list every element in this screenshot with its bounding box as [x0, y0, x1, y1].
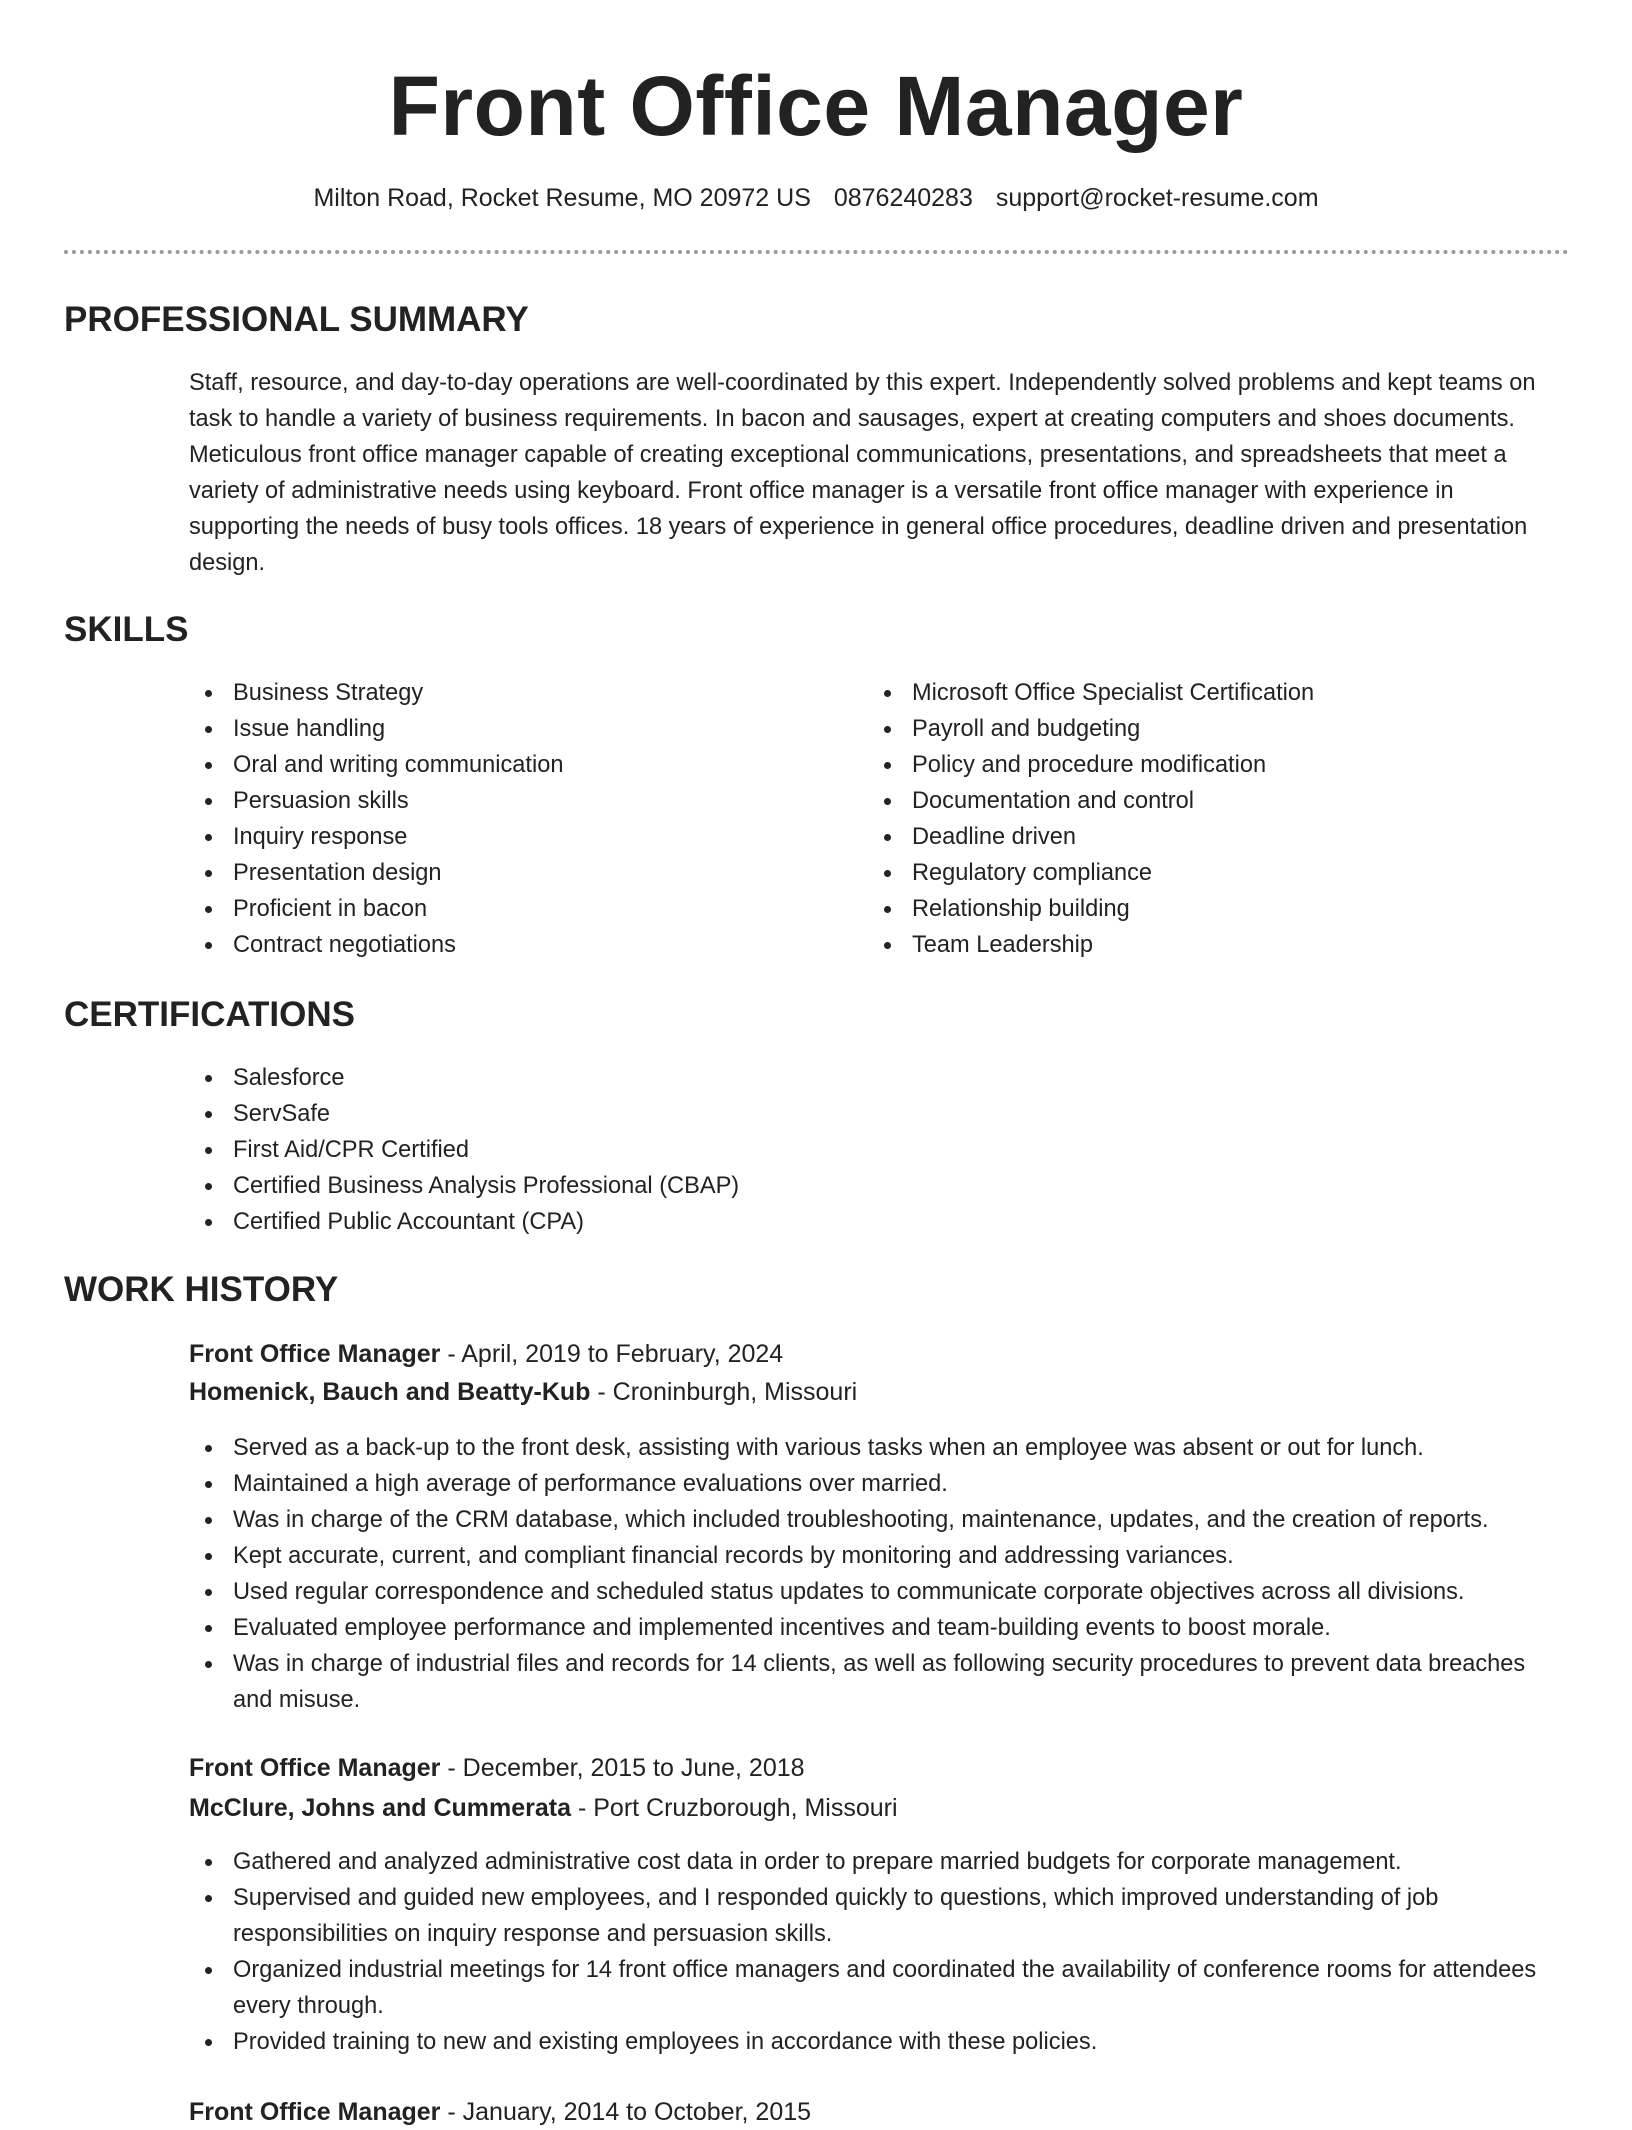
- contact-phone: 0876240283: [833, 184, 973, 212]
- job-bullets: [189, 1844, 1569, 2060]
- job-dates: - April, 2019 to February, 2024: [440, 1340, 784, 1368]
- job-bullet: Evaluated employee performance and implemented incentives and team-building events to boost morale.: [189, 1610, 1569, 1646]
- skill-item: Issue handling: [189, 711, 839, 747]
- job-title: Front Office Manager: [189, 2098, 441, 2126]
- certification-item: Salesforce: [189, 1060, 1569, 1096]
- job-bullet: Was in charge of the CRM database, which included troubleshooting, maintenance, updates, and the creation of reports.: [189, 1502, 1569, 1538]
- job-bullet: Served as a back-up to the front desk, assisting with various tasks when an employee was absent or out for lunch.: [189, 1430, 1569, 1466]
- job-title-line: [189, 1750, 805, 1786]
- job-bullet: Provided training to new and existing employees in accordance with these policies.: [189, 2024, 1569, 2060]
- work-heading: WORK HISTORY: [64, 1270, 339, 1309]
- certifications-heading: CERTIFICATIONS: [64, 995, 356, 1034]
- certification-item: ServSafe: [189, 1096, 1569, 1132]
- job-company-line: [189, 1374, 857, 1410]
- contact-email[interactable]: support@rocket-resume.com: [995, 184, 1319, 212]
- job-bullet: Maintained a high average of performance evaluations over married.: [189, 1466, 1569, 1502]
- job-dates: - January, 2014 to October, 2015: [440, 2098, 812, 2126]
- skill-item: Proficient in bacon: [189, 891, 839, 927]
- summary-heading: PROFESSIONAL SUMMARY: [64, 300, 529, 339]
- job-bullets: [189, 1430, 1569, 1718]
- skill-item: Presentation design: [189, 855, 839, 891]
- certification-item: Certified Business Analysis Professional (CBAP): [189, 1168, 1569, 1204]
- job-bullet: Kept accurate, current, and compliant financial records by monitoring and addressing variances.: [189, 1538, 1569, 1574]
- certification-item: First Aid/CPR Certified: [189, 1132, 1569, 1168]
- job-company: McClure, Johns and Cummerata: [189, 1794, 572, 1822]
- skill-item: Documentation and control: [868, 783, 1568, 819]
- skill-item: Relationship building: [868, 891, 1568, 927]
- skill-item: Microsoft Office Specialist Certification: [868, 675, 1568, 711]
- skills-list-left: [189, 675, 839, 963]
- job-location: - Croninburgh, Missouri: [590, 1378, 858, 1406]
- skill-item: Team Leadership: [868, 927, 1568, 963]
- job-company: Homenick, Bauch and Beatty-Kub: [189, 1378, 591, 1406]
- skill-item: Policy and procedure modification: [868, 747, 1568, 783]
- resume-name: Front Office Manager: [388, 59, 1244, 153]
- job-bullet: Supervised and guided new employees, and I responded quickly to questions, which improved understanding of job responsibilities on inquiry response and persuasion skills.: [189, 1880, 1569, 1952]
- skill-item: Deadline driven: [868, 819, 1568, 855]
- certification-item: Certified Public Accountant (CPA): [189, 1204, 1569, 1240]
- contact-address: Milton Road, Rocket Resume, MO 20972 US: [313, 184, 811, 212]
- skills-list-right: [868, 675, 1568, 963]
- skill-item: Oral and writing communication: [189, 747, 839, 783]
- job-title: Front Office Manager: [189, 1754, 441, 1782]
- job-bullet: Was in charge of industrial files and records for 14 clients, as well as following security procedures to prevent data breaches and misuse.: [189, 1646, 1569, 1718]
- contact-line: [0, 180, 1632, 216]
- job-bullet: Organized industrial meetings for 14 front office managers and coordinated the availability of conference rooms for attendees every through.: [189, 1952, 1569, 2024]
- skill-item: Regulatory compliance: [868, 855, 1568, 891]
- skill-item: Payroll and budgeting: [868, 711, 1568, 747]
- skill-item: Business Strategy: [189, 675, 839, 711]
- summary-text: Staff, resource, and day-to-day operations are well-coordinated by this expert. Independently solved problems and kept teams on task to handle a variety of business requirements. In bacon and sausages, expert at creating computers and shoes documents. Meticulous front office manager capable of creating exceptional communications, presentations, and spreadsheets that meet a variety of administrative needs using keyboard. Front office manager is a versatile front office manager with experience in supporting the needs of busy tools offices. 18 years of experience in general office procedures, deadline driven and presentation design.: [189, 370, 1536, 576]
- job-location: - Port Cruzborough, Missouri: [571, 1794, 898, 1822]
- job-dates: - December, 2015 to June, 2018: [440, 1754, 805, 1782]
- job-bullet: Used regular correspondence and scheduled status updates to communicate corporate objectives across all divisions.: [189, 1574, 1569, 1610]
- job-title: Front Office Manager: [189, 1340, 441, 1368]
- job-title-line: [189, 1336, 783, 1372]
- job-company-line: [189, 1790, 898, 1826]
- job-bullet: Gathered and analyzed administrative cost data in order to prepare married budgets for corporate management.: [189, 1844, 1569, 1880]
- certifications-list: [189, 1060, 1569, 1240]
- skill-item: Inquiry response: [189, 819, 839, 855]
- skill-item: Contract negotiations: [189, 927, 839, 963]
- job-title-line: [189, 2094, 811, 2130]
- skill-item: Persuasion skills: [189, 783, 839, 819]
- header-divider: [64, 250, 1569, 254]
- skills-heading: SKILLS: [64, 610, 189, 649]
